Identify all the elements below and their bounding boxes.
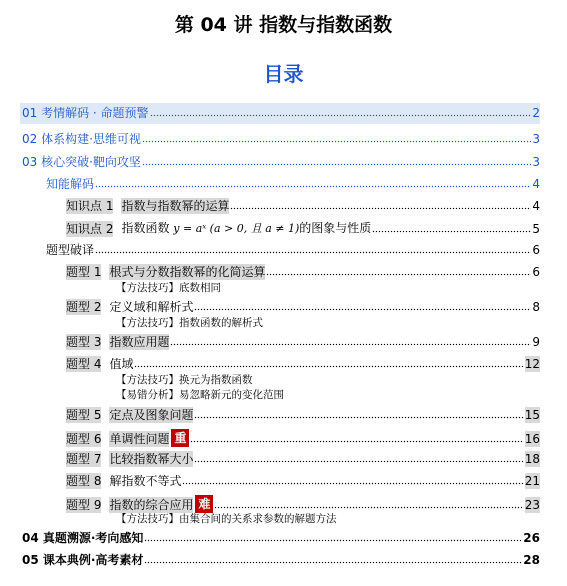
- toc-entry-types-heading-label: 题型破译: [46, 243, 95, 257]
- document-title: 第 04 讲 指数与指数函数: [174, 14, 393, 36]
- toc-entry-t2-label: 题型 2: [66, 300, 102, 314]
- toc-entry-t2[interactable]: [66, 299, 540, 315]
- toc-entry-02[interactable]: [22, 131, 540, 147]
- toc-entry-t1-page: 6: [532, 265, 540, 279]
- toc-entry-t6-page: 16: [524, 432, 540, 446]
- toc-entry-t2-page: 8: [532, 300, 540, 314]
- dot-leader: [194, 308, 531, 311]
- toc-entry-kp1[interactable]: [66, 198, 540, 214]
- dot-leader: [144, 561, 522, 564]
- toc-entry-05[interactable]: [22, 552, 540, 568]
- toc-entry-03-label: 03 核心突破·靶向攻坚: [22, 155, 141, 169]
- toc-entry-02-page: 3: [532, 132, 540, 146]
- toc-tip-t4-a: 【方法技巧】换元为指数函数: [116, 374, 253, 386]
- dot-leader: [194, 460, 523, 463]
- kp2-title-prefix: 指数函数: [121, 221, 170, 235]
- toc-entry-02-label: 02 体系构建·思维可视: [22, 132, 141, 146]
- hard-badge: 难: [195, 495, 213, 513]
- toc-entry-kp1-title: 指数与指数幂的运算: [121, 199, 230, 213]
- dot-leader: [266, 273, 531, 276]
- toc-entry-t7-label: 题型 7: [66, 452, 102, 466]
- toc-entry-kp1-page: 4: [532, 199, 540, 213]
- toc-entry-t3-title: 指数应用题: [109, 335, 170, 349]
- toc-tip-t2: 【方法技巧】指数函数的解析式: [116, 317, 263, 329]
- toc-entry-t8-title: 解指数不等式: [109, 474, 182, 488]
- toc-tip-t1: 【方法技巧】底数相同: [116, 282, 221, 294]
- key-badge: 重: [171, 429, 189, 447]
- toc-entry-t2-title: 定义域和解析式: [109, 300, 194, 314]
- toc-entry-knowledge-label: 知能解码: [46, 177, 95, 191]
- toc-entry-05-label: 05 课本典例·高考素材: [22, 553, 144, 567]
- dot-leader: [372, 230, 531, 233]
- toc-entry-t7-title: 比较指数幂大小: [109, 452, 194, 466]
- toc-entry-01-label: 01 考情解码 · 命题预警: [22, 106, 149, 120]
- toc-entry-04[interactable]: [22, 530, 540, 546]
- toc-entry-04-page: 26: [523, 531, 540, 545]
- toc-entry-t4-title: 值域: [109, 357, 134, 371]
- toc-entry-05-page: 28: [523, 553, 540, 567]
- toc-entry-03[interactable]: [22, 154, 540, 170]
- toc-entry-t3-label: 题型 3: [66, 335, 102, 349]
- toc-entry-kp1-label: 知识点 1: [66, 199, 114, 213]
- toc-tip-t4-b: 【易错分析】易忽略新元的变化范围: [116, 389, 284, 401]
- toc-entry-knowledge-page: 4: [532, 177, 540, 191]
- toc-entry-t4-page: 12: [524, 357, 540, 371]
- kp2-formula: y = aˣ (a > 0, 且 a ≠ 1): [173, 222, 300, 235]
- kp2-title-suffix: 的图象与性质: [299, 221, 372, 235]
- dot-leader: [142, 163, 531, 166]
- toc-entry-t1-title: 根式与分数指数幂的化简运算: [109, 265, 266, 279]
- toc-entry-t1[interactable]: [66, 264, 540, 280]
- dot-leader: [190, 440, 523, 443]
- dot-leader: [95, 185, 531, 188]
- toc-entry-t3-page: 9: [532, 335, 540, 349]
- toc-entry-t9-page: 23: [524, 498, 540, 512]
- toc-entry-t6-title: 单调性问题: [109, 432, 170, 446]
- toc-entry-t9[interactable]: [66, 495, 540, 513]
- toc-entry-01-page: 2: [532, 106, 540, 120]
- toc-entry-t8-page: 21: [524, 474, 540, 488]
- dot-leader: [95, 251, 531, 254]
- toc-entry-t1-label: 题型 1: [66, 265, 102, 279]
- toc-entry-kp2-label: 知识点 2: [66, 222, 114, 236]
- toc-entry-t3[interactable]: [66, 334, 540, 350]
- toc-entry-t8[interactable]: [66, 473, 540, 489]
- dot-leader: [170, 343, 531, 346]
- toc-entry-t4-label: 题型 4: [66, 357, 102, 371]
- dot-leader: [214, 506, 523, 509]
- toc-entry-t5-title: 定点及图象问题: [109, 408, 194, 422]
- toc-entry-kp2-title: [121, 220, 371, 237]
- toc-entry-t6[interactable]: [66, 429, 540, 447]
- dot-leader: [194, 416, 523, 419]
- toc-entry-t5[interactable]: [66, 407, 540, 423]
- toc-entry-t4[interactable]: [66, 356, 540, 372]
- toc-entry-t9-title: 指数的综合应用: [109, 498, 194, 512]
- toc-entry-t5-page: 15: [524, 408, 540, 422]
- toc-heading: 目录: [263, 62, 304, 86]
- toc-entry-knowledge[interactable]: [46, 176, 540, 192]
- dot-leader: [144, 539, 522, 542]
- toc-entry-t6-label: 题型 6: [66, 432, 102, 446]
- toc-entry-t5-label: 题型 5: [66, 408, 102, 422]
- toc-entry-kp2[interactable]: [66, 220, 540, 237]
- toc-tip-t9: 【方法技巧】由集合间的关系求参数的解题方法: [116, 513, 337, 525]
- dot-leader: [134, 365, 523, 368]
- dot-leader: [150, 114, 532, 117]
- toc-entry-04-label: 04 真题溯源·考向感知: [22, 531, 144, 545]
- toc-entry-t7-page: 18: [524, 452, 540, 466]
- toc-entry-t7[interactable]: [66, 451, 540, 467]
- toc-entry-kp2-page: 5: [532, 222, 540, 236]
- dot-leader: [182, 482, 523, 485]
- toc-entry-types-heading-page: 6: [532, 243, 540, 257]
- dot-leader: [142, 140, 531, 143]
- dot-leader: [230, 207, 531, 210]
- toc-entry-01[interactable]: [22, 105, 540, 121]
- toc-entry-t8-label: 题型 8: [66, 474, 102, 488]
- toc-entry-t9-label: 题型 9: [66, 498, 102, 512]
- toc-entry-03-page: 3: [532, 155, 540, 169]
- toc-entry-types-heading[interactable]: [46, 242, 540, 258]
